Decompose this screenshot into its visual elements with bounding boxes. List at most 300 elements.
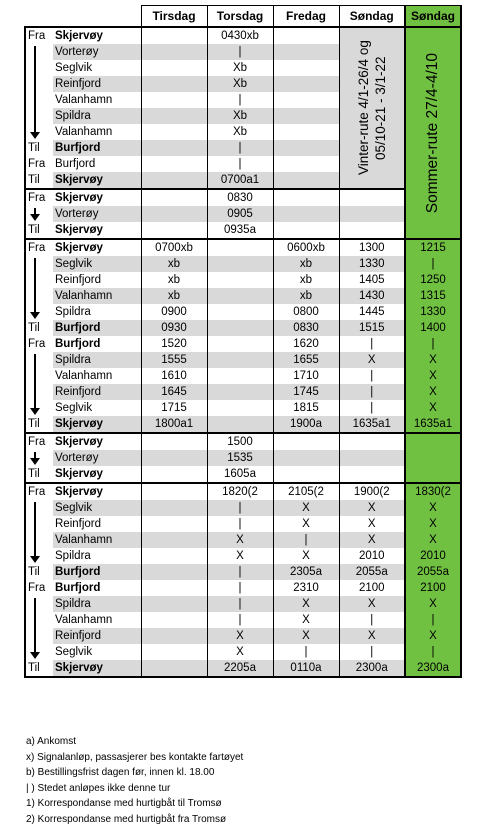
direction-label — [25, 596, 53, 612]
direction-label — [25, 628, 53, 644]
timetable-row — [25, 368, 461, 384]
legend-notes — [26, 734, 243, 827]
time-cell: 1300 — [339, 239, 405, 256]
header-summer-day: Søndag — [405, 6, 461, 28]
timetable-row — [25, 483, 461, 500]
time-cell: xb — [141, 256, 207, 272]
summer-time-cell: 2100 — [405, 580, 461, 596]
time-cell — [141, 108, 207, 124]
time-cell: 1745 — [273, 384, 339, 400]
time-cell — [339, 189, 405, 206]
time-cell: X — [273, 500, 339, 516]
time-cell: | — [339, 336, 405, 352]
time-cell — [339, 450, 405, 466]
time-cell — [273, 44, 339, 60]
direction-label — [25, 288, 53, 304]
timetable-row — [25, 206, 461, 222]
direction-label: Fra — [25, 580, 53, 596]
time-cell — [207, 384, 273, 400]
summer-route-note — [405, 27, 461, 239]
time-cell: xb — [273, 288, 339, 304]
time-cell: 0700xb — [141, 239, 207, 256]
timetable-row — [25, 400, 461, 416]
time-cell — [273, 206, 339, 222]
direction-label: Til — [25, 416, 53, 433]
summer-time-cell: | — [405, 612, 461, 628]
arrow-down-icon — [30, 132, 40, 139]
time-cell: | — [207, 500, 273, 516]
stop-name: Skjervøy — [53, 483, 141, 500]
timetable-row — [25, 189, 461, 206]
stop-name: Seglvik — [53, 500, 141, 516]
summer-time-cell: X — [405, 500, 461, 516]
arrow-down-icon — [30, 408, 40, 415]
time-cell: Xb — [207, 60, 273, 76]
time-cell — [207, 320, 273, 336]
time-cell: 1710 — [273, 368, 339, 384]
direction-label: Fra — [25, 189, 53, 206]
time-cell: 2305a — [273, 564, 339, 580]
time-cell: Xb — [207, 76, 273, 92]
time-cell — [141, 596, 207, 612]
note-booking-deadline: b) Bestillingsfrist dagen før, innen kl. 18.00 — [26, 767, 215, 778]
direction-label — [25, 500, 53, 516]
time-cell: 0800 — [273, 304, 339, 320]
stop-name: Valanhamn — [55, 614, 113, 626]
arrow-down-icon — [30, 214, 40, 221]
time-cell: 1635a1 — [339, 416, 405, 433]
time-cell — [141, 516, 207, 532]
time-cell: 0900 — [141, 304, 207, 320]
direction-label: Til — [25, 660, 53, 677]
time-cell: 1815 — [273, 400, 339, 416]
direction-label — [25, 272, 53, 288]
time-cell: 2310 — [273, 580, 339, 596]
arrow-down-icon — [30, 652, 40, 659]
direction-label: Til — [25, 172, 53, 189]
time-cell: xb — [273, 256, 339, 272]
time-cell: | — [339, 400, 405, 416]
timetable-row — [25, 256, 461, 272]
stop-name: Skjervøy — [53, 27, 141, 44]
arrow-down-icon — [30, 312, 40, 319]
time-cell: | — [207, 564, 273, 580]
stop-name: Valanhamn — [55, 370, 113, 382]
time-cell: 1610 — [141, 368, 207, 384]
direction-arrow-line — [34, 354, 36, 408]
arrow-down-icon — [30, 556, 40, 563]
stop-name: Valanhamn — [55, 126, 113, 138]
time-cell: X — [207, 532, 273, 548]
summer-time-cell — [405, 466, 461, 483]
stop-name: Vorterøy — [53, 450, 141, 466]
timetable-row — [25, 548, 461, 564]
timetable-row — [25, 580, 461, 596]
time-cell — [339, 222, 405, 239]
stop-name: Skjervøy — [53, 433, 141, 450]
time-cell — [207, 288, 273, 304]
direction-label: Til — [25, 564, 53, 580]
time-cell: 0905 — [207, 206, 273, 222]
time-cell: X — [339, 532, 405, 548]
time-cell — [141, 44, 207, 60]
direction-label: Fra — [25, 156, 53, 172]
direction-label — [25, 76, 53, 92]
summer-time-cell: | — [405, 644, 461, 660]
direction-label — [25, 44, 53, 60]
stop-name: Skjervøy — [53, 466, 141, 483]
time-cell — [141, 500, 207, 516]
time-cell — [339, 466, 405, 483]
time-cell: 2300a — [339, 660, 405, 677]
time-cell: 1715 — [141, 400, 207, 416]
time-cell — [141, 124, 207, 140]
time-cell — [273, 124, 339, 140]
time-cell: | — [207, 92, 273, 108]
direction-label: Fra — [25, 336, 53, 352]
time-cell: X — [273, 612, 339, 628]
time-cell: 1900(2 — [339, 483, 405, 500]
timetable-row — [25, 516, 461, 532]
time-cell — [141, 76, 207, 92]
time-cell: 1500 — [207, 433, 273, 450]
time-cell — [141, 140, 207, 156]
direction-label: Fra — [25, 27, 53, 44]
stop-name: Skjervøy — [53, 416, 141, 433]
stop-name: Seglvik — [55, 646, 93, 658]
direction-label — [25, 92, 53, 108]
summer-time-cell: | — [405, 336, 461, 352]
header-day: Tirsdag — [141, 6, 207, 28]
direction-label — [25, 108, 53, 124]
time-cell: | — [207, 44, 273, 60]
time-cell — [141, 27, 207, 44]
header-blank — [25, 6, 141, 28]
time-cell: | — [207, 596, 273, 612]
stop-name: Valanhamn — [53, 532, 141, 548]
time-cell — [273, 433, 339, 450]
time-cell: 1445 — [339, 304, 405, 320]
time-cell — [141, 92, 207, 108]
time-cell — [273, 27, 339, 44]
time-cell — [141, 466, 207, 483]
time-cell — [207, 352, 273, 368]
direction-label: Til — [25, 222, 53, 239]
time-cell: 2205a — [207, 660, 273, 677]
stop-name: Seglvik — [55, 62, 93, 74]
time-cell: X — [339, 628, 405, 644]
time-cell: | — [273, 532, 339, 548]
stop-name: Burfjord — [55, 582, 101, 594]
time-cell — [141, 580, 207, 596]
time-cell — [141, 483, 207, 500]
time-cell: 1430 — [339, 288, 405, 304]
summer-time-cell — [405, 433, 461, 450]
timetable-row — [25, 27, 461, 44]
timetable-row — [25, 272, 461, 288]
time-cell: | — [339, 644, 405, 660]
time-cell: 2010 — [339, 548, 405, 564]
time-cell — [207, 416, 273, 433]
time-cell: 2100 — [339, 580, 405, 596]
time-cell: 0430xb — [207, 27, 273, 44]
stop-name: Spildra — [53, 108, 141, 124]
timetable-row — [25, 564, 461, 580]
time-cell: 1800a1 — [141, 416, 207, 433]
time-cell — [141, 548, 207, 564]
header-day: Fredag — [273, 6, 339, 28]
timetable-row — [25, 352, 461, 368]
timetable-row — [25, 416, 461, 433]
summer-time-cell: 1330 — [405, 304, 461, 320]
stop-name: Burfjord — [53, 320, 141, 336]
stop-name: Seglvik — [53, 256, 141, 272]
time-cell: | — [339, 612, 405, 628]
time-cell: | — [207, 140, 273, 156]
time-cell — [141, 612, 207, 628]
summer-time-cell: X — [405, 368, 461, 384]
direction-label — [25, 384, 53, 400]
time-cell: 2055a — [339, 564, 405, 580]
time-cell — [141, 156, 207, 172]
stop-name: Skjervøy — [53, 222, 141, 239]
time-cell: 1655 — [273, 352, 339, 368]
time-cell: 1605a — [207, 466, 273, 483]
stop-name: Burfjord — [53, 140, 141, 156]
timetable-row — [25, 288, 461, 304]
time-cell: 0110a — [273, 660, 339, 677]
stop-name: Reinfjord — [53, 628, 141, 644]
time-cell — [207, 272, 273, 288]
time-cell: 1520 — [141, 336, 207, 352]
time-cell — [273, 140, 339, 156]
time-cell — [273, 466, 339, 483]
direction-label: Fra — [25, 433, 53, 450]
time-cell: 0600xb — [273, 239, 339, 256]
time-cell — [273, 92, 339, 108]
timetable-row — [25, 500, 461, 516]
time-cell: 1515 — [339, 320, 405, 336]
summer-time-cell: 2055a — [405, 564, 461, 580]
time-cell — [339, 433, 405, 450]
direction-arrow-line — [34, 502, 36, 556]
timetable-row — [25, 532, 461, 548]
time-cell — [207, 256, 273, 272]
time-cell — [207, 336, 273, 352]
time-cell — [273, 60, 339, 76]
note-not-served: | ) Stedet anløpes ikke denne tur — [26, 782, 171, 794]
time-cell — [273, 156, 339, 172]
time-cell: xb — [141, 272, 207, 288]
time-cell: 1820(2 — [207, 483, 273, 500]
timetable-row — [25, 433, 461, 450]
header-day: Torsdag — [207, 6, 273, 28]
time-cell: 1330 — [339, 256, 405, 272]
summer-time-cell: 1635a1 — [405, 416, 461, 433]
time-cell — [141, 564, 207, 580]
time-cell — [273, 189, 339, 206]
header-row — [25, 6, 461, 28]
time-cell: 1620 — [273, 336, 339, 352]
time-cell: X — [273, 596, 339, 612]
time-cell: 0830 — [207, 189, 273, 206]
timetable-row — [25, 644, 461, 660]
time-cell: 1405 — [339, 272, 405, 288]
time-cell — [273, 76, 339, 92]
direction-label — [25, 612, 53, 628]
summer-route-text: Sommer-rute 27/4-4/10 — [424, 52, 441, 214]
time-cell: 0935a — [207, 222, 273, 239]
stop-name: Reinfjord — [53, 384, 141, 400]
winter-route-text: Vinter-rute 4/1-26/4 og 05/10-21 - 3/1-22 — [355, 40, 388, 176]
time-cell — [273, 108, 339, 124]
timetable-row — [25, 660, 461, 677]
winter-route-note — [339, 27, 405, 189]
time-cell: 1535 — [207, 450, 273, 466]
time-cell: X — [207, 628, 273, 644]
timetable-row — [25, 222, 461, 239]
time-cell — [207, 368, 273, 384]
time-cell: X — [273, 628, 339, 644]
timetable-row — [25, 239, 461, 256]
time-cell: 1900a — [273, 416, 339, 433]
summer-time-cell: X — [405, 532, 461, 548]
direction-label: Til — [25, 466, 53, 483]
time-cell: X — [339, 516, 405, 532]
timetable-body — [25, 27, 461, 677]
time-cell: xb — [273, 272, 339, 288]
time-cell: 2105(2 — [273, 483, 339, 500]
direction-label: Til — [25, 140, 53, 156]
time-cell — [141, 628, 207, 644]
time-cell: | — [339, 368, 405, 384]
direction-label — [25, 60, 53, 76]
summer-time-cell — [405, 450, 461, 466]
time-cell: X — [273, 548, 339, 564]
time-cell: | — [207, 156, 273, 172]
summer-time-cell: X — [405, 596, 461, 612]
direction-label — [25, 352, 53, 368]
direction-label — [25, 532, 53, 548]
direction-label: Fra — [25, 239, 53, 256]
stop-name: Seglvik — [55, 402, 93, 414]
summer-time-cell: X — [405, 400, 461, 416]
direction-arrow-line — [34, 46, 36, 132]
time-cell: X — [339, 500, 405, 516]
stop-name: Valanhamn — [55, 94, 113, 106]
time-cell: 1645 — [141, 384, 207, 400]
summer-time-cell: 1250 — [405, 272, 461, 288]
summer-time-cell: 1215 — [405, 239, 461, 256]
time-cell: 0830 — [273, 320, 339, 336]
time-cell — [141, 222, 207, 239]
summer-time-cell: X — [405, 628, 461, 644]
stop-name: Spildra — [53, 596, 141, 612]
stop-name: Reinfjord — [55, 274, 102, 286]
time-cell: | — [207, 580, 273, 596]
stop-name: Burfjord — [55, 338, 101, 350]
summer-time-cell: X — [405, 384, 461, 400]
time-cell — [273, 222, 339, 239]
stop-name: Reinfjord — [53, 76, 141, 92]
summer-time-cell: X — [405, 352, 461, 368]
timetable-row — [25, 596, 461, 612]
summer-time-cell: X — [405, 516, 461, 532]
timetable-row — [25, 320, 461, 336]
time-cell — [141, 172, 207, 189]
time-cell: 0930 — [141, 320, 207, 336]
stop-name: Spildra — [53, 352, 141, 368]
time-cell — [273, 172, 339, 189]
stop-name: Skjervøy — [53, 660, 141, 677]
timetable-row — [25, 384, 461, 400]
stop-name: Spildra — [55, 306, 91, 318]
direction-label — [25, 256, 53, 272]
time-cell — [141, 660, 207, 677]
stop-name: Skjervøy — [53, 189, 141, 206]
stop-name: Valanhamn — [53, 288, 141, 304]
time-cell — [141, 206, 207, 222]
time-cell — [141, 644, 207, 660]
timetable-row — [25, 628, 461, 644]
direction-arrow-line — [34, 598, 36, 652]
summer-time-cell: | — [405, 256, 461, 272]
summer-time-cell: 1400 — [405, 320, 461, 336]
time-cell: Xb — [207, 108, 273, 124]
time-cell — [141, 189, 207, 206]
stop-name: Burfjord — [55, 158, 96, 170]
note-arrival: a) Ankomst — [26, 736, 77, 747]
timetable-row — [25, 466, 461, 483]
stop-name: Skjervøy — [53, 239, 141, 256]
arrow-down-icon — [30, 458, 40, 465]
time-cell — [339, 206, 405, 222]
ferry-timetable — [24, 5, 462, 678]
stop-name: Burfjord — [53, 564, 141, 580]
time-cell — [141, 60, 207, 76]
note-signal-call: x) Signalanløp, passasjerer bes kontakte fartøyet — [26, 751, 244, 763]
timetable-row — [25, 336, 461, 352]
direction-label: Til — [25, 320, 53, 336]
timetable-row — [25, 612, 461, 628]
time-cell: X — [339, 352, 405, 368]
time-cell: X — [339, 596, 405, 612]
summer-time-cell: 2300a — [405, 660, 461, 677]
note-connection-from: 2) Korrespondanse med hurtigbåt fra Tromsø — [26, 813, 227, 825]
time-cell: | — [207, 612, 273, 628]
time-cell: 0700a1 — [207, 172, 273, 189]
stop-name: Vorterøy — [53, 44, 141, 60]
time-cell: X — [207, 644, 273, 660]
direction-label: Fra — [25, 483, 53, 500]
time-cell — [207, 304, 273, 320]
stop-name: Reinfjord — [55, 518, 102, 530]
time-cell: X — [207, 548, 273, 564]
time-cell — [141, 532, 207, 548]
stop-name: Spildra — [55, 550, 91, 562]
direction-label — [25, 516, 53, 532]
timetable-row — [25, 450, 461, 466]
time-cell: | — [207, 516, 273, 532]
summer-time-cell: 1830(2 — [405, 483, 461, 500]
note-connection-to: 1) Korrespondanse med hurtigbåt til Tromsø — [26, 798, 222, 809]
time-cell: xb — [141, 288, 207, 304]
time-cell — [273, 450, 339, 466]
direction-label — [25, 368, 53, 384]
time-cell: 1555 — [141, 352, 207, 368]
time-cell — [141, 433, 207, 450]
stop-name: Skjervøy — [53, 172, 141, 189]
